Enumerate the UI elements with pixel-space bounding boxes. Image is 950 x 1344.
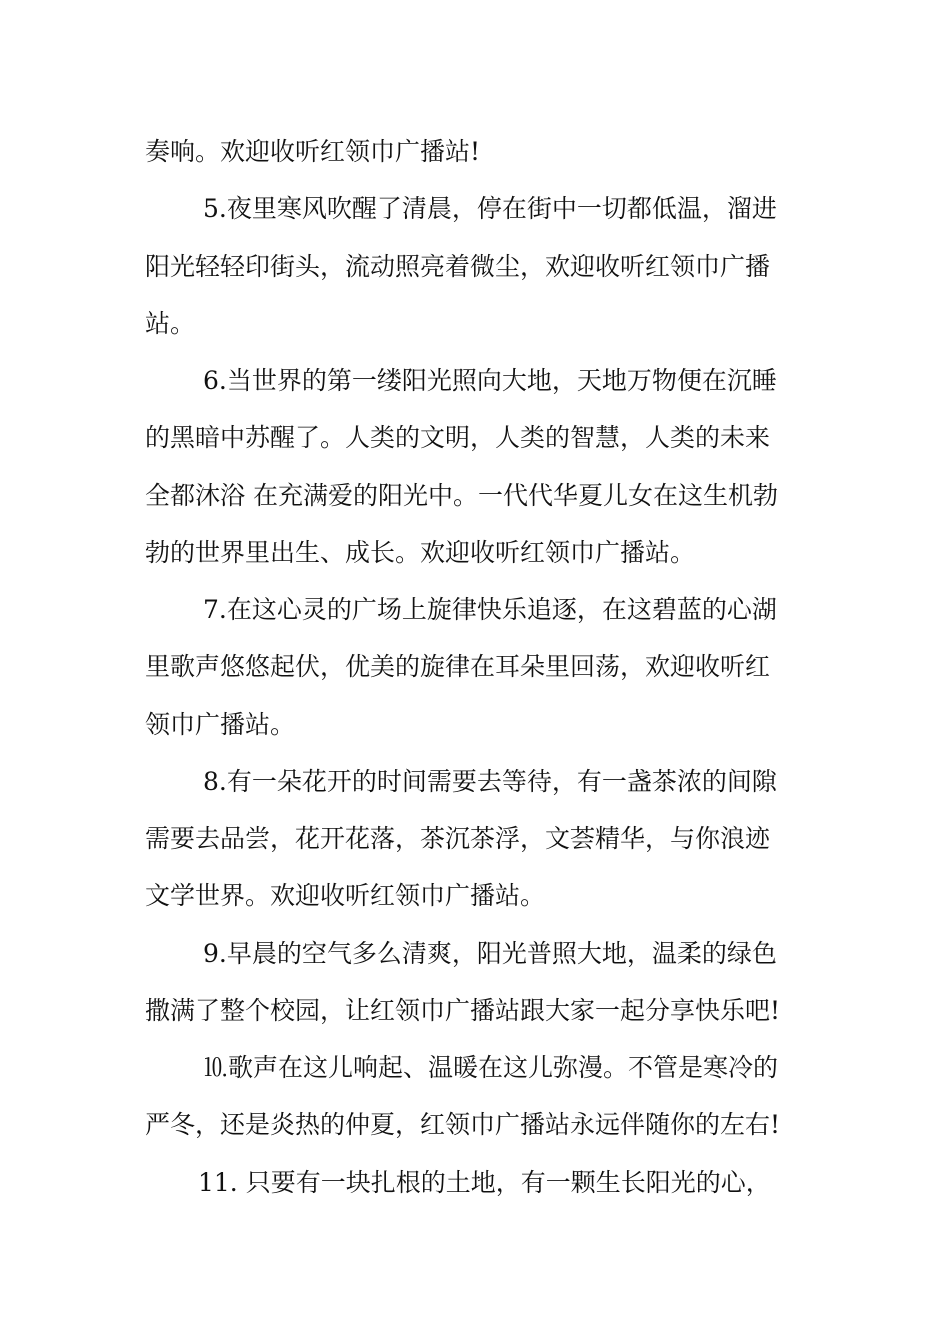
text-line-content: 站。 xyxy=(145,309,196,338)
text-line xyxy=(0,132,950,172)
text-line-content: 需要去品尝，花开花落，茶沉茶浮，文荟精华，与你浪迹 xyxy=(145,824,771,853)
text-line xyxy=(0,1163,950,1203)
text-line xyxy=(0,247,950,287)
text-line-content: 里歌声悠悠起伏，优美的旋律在耳朵里回荡，欢迎收听红 xyxy=(145,652,771,681)
text-line xyxy=(0,1048,950,1088)
text-line-content: 全都沐浴 在充满爱的阳光中。一代代华夏儿女在这生机勃 xyxy=(145,481,778,510)
text-line xyxy=(0,991,950,1031)
text-line-content: 勃的世界里出生、成长。欢迎收听红领巾广播站。 xyxy=(145,538,696,567)
text-line-content: 5.夜里寒风吹醒了清晨，停在街中一切都低温，溜进 xyxy=(203,194,777,223)
text-line xyxy=(0,762,950,802)
text-line-content: 8.有一朵花开的时间需要去等待，有一盏茶浓的间隙 xyxy=(203,767,777,796)
text-line xyxy=(0,590,950,630)
text-line-content: 奏响。欢迎收听红领巾广播站! xyxy=(145,137,481,166)
text-line-content: 严冬，还是炎热的仲夏，红领巾广播站永远伴随你的左右! xyxy=(145,1110,781,1139)
text-line xyxy=(0,819,950,859)
text-line xyxy=(0,304,950,344)
text-line xyxy=(0,1105,950,1145)
text-line-content: 9.早晨的空气多么清爽，阳光普照大地，温柔的绿色 xyxy=(203,939,777,968)
text-line-content: 6.当世界的第一缕阳光照向大地，天地万物便在沉睡 xyxy=(203,366,777,395)
text-line-content: 7.在这心灵的广场上旋律快乐追逐，在这碧蓝的心湖 xyxy=(203,595,777,624)
text-line-content: 阳光轻轻印街头，流动照亮着微尘，欢迎收听红领巾广播 xyxy=(145,252,771,281)
text-line xyxy=(0,647,950,687)
text-line-content: 的黑暗中苏醒了。人类的文明，人类的智慧，人类的未来 xyxy=(145,423,771,452)
text-line xyxy=(0,533,950,573)
text-line-content: 撒满了整个校园，让红领巾广播站跟大家一起分享快乐吧! xyxy=(145,996,781,1025)
text-line-content: 文学世界。欢迎收听红领巾广播站。 xyxy=(145,881,546,910)
text-line xyxy=(0,476,950,516)
text-line xyxy=(0,705,950,745)
text-line xyxy=(0,189,950,229)
text-line xyxy=(0,934,950,974)
text-line-content: ⒑歌声在这儿响起、温暖在这儿弥漫。不管是寒冷的 xyxy=(203,1053,779,1082)
text-line xyxy=(0,418,950,458)
text-line-content: 领巾广播站。 xyxy=(145,710,296,739)
text-line-content: 11. 只要有一块扎根的土地，有一颗生长阳光的心， xyxy=(198,1168,771,1197)
text-line xyxy=(0,361,950,401)
text-line xyxy=(0,876,950,916)
